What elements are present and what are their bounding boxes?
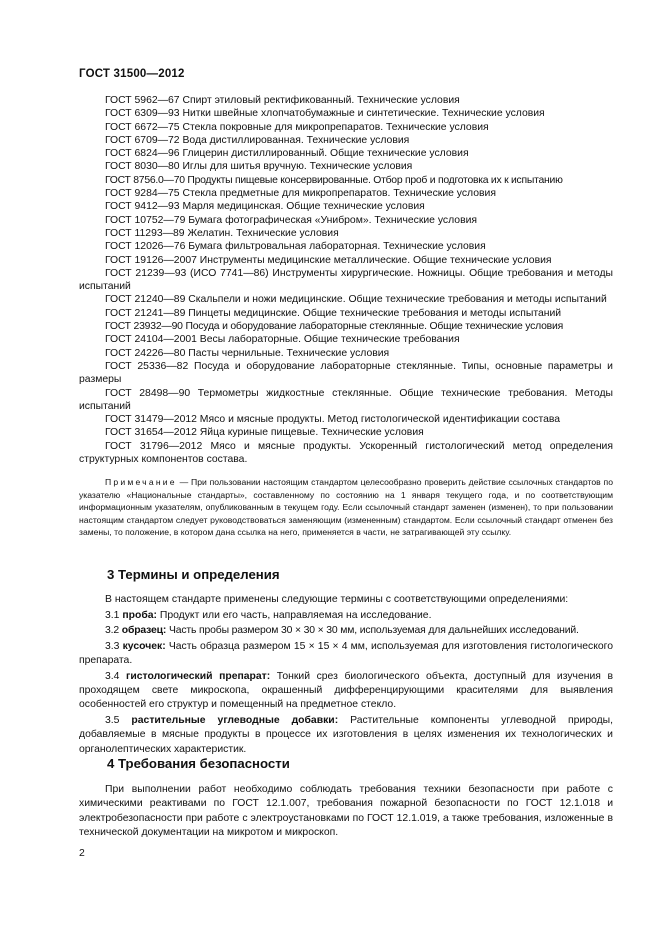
reference-item: ГОСТ 6824—96 Глицерин дистиллированный. Общие технические условия <box>105 148 469 160</box>
reference-item: ГОСТ 12026—76 Бумага фильтровальная лабораторная. Технические условия <box>105 241 486 253</box>
definition-term: образец: <box>121 625 167 637</box>
reference-item: ГОСТ 31654—2012 Яйца куриные пищевые. Технические условия <box>105 427 424 439</box>
section-4-title: 4 Требования безопасности <box>107 756 290 771</box>
section-3-title: 3 Термины и определения <box>107 567 280 582</box>
reference-item: ГОСТ 9284—75 Стекла предметные для микропрепаратов. Технические условия <box>105 188 496 200</box>
definition-text: Тонкий срез биологического объекта, доступный для изучения в проходящем свете микроскопа, окрашенный дифференцирующими красителями для выявления особенностей его структур и помещенный на предметное стекло. <box>79 671 613 711</box>
document-header: ГОСТ 31500—2012 <box>79 68 185 80</box>
reference-item: ГОСТ 31479—2012 Мясо и мясные продукты. Метод гистологической идентификации состава <box>105 414 561 426</box>
reference-item: ГОСТ 28498—90 Термометры жидкостные стеклянные. Общие технические требования. Методы испытаний <box>79 387 613 412</box>
definition-term: растительные углеводные добавки: <box>131 715 339 727</box>
definition-term: кусочек: <box>122 641 166 653</box>
definition-item <box>79 714 613 757</box>
note-text: — При пользовании настоящим стандартом целесообразно проверить действие ссылочных стандартов по указателю «Национальные стандарты», составленному по состоянию на 1 января текущего года, и по соответствующим информационным указателям, опубликованным в текущем году. Если ссылочный стандарт заменен (изменен), то при пользовании настоящим стандартом следует руководствоваться заменяющим (измененным) стандартом. Если ссылочный стандарт отменен без замены, то положение, в котором дана ссылка на него, применяется в части, не затрагивающей эту ссылку. <box>79 477 613 537</box>
reference-item: ГОСТ 6672—75 Стекла покровные для микропрепаратов. Технические условия <box>105 121 489 133</box>
definition-number: 3.1 <box>105 609 120 621</box>
definition-item <box>79 624 613 638</box>
section-3-body <box>79 593 613 757</box>
reference-item: ГОСТ 11293—89 Желатин. Технические условия <box>105 227 339 239</box>
reference-item: ГОСТ 31796—2012 Мясо и мясные продукты. Ускоренный гистологический метод определения структурных компонентов состава. <box>79 440 613 466</box>
reference-item: ГОСТ 21240—89 Скальпели и ножи медицинские. Общие технические требования и методы испытаний <box>105 294 607 306</box>
reference-item: ГОСТ 5962—67 Спирт этиловый ректификованный. Технические условия <box>105 95 460 106</box>
reference-item: ГОСТ 24104—2001 Весы лабораторные. Общие технические требования <box>105 334 460 346</box>
reference-item: ГОСТ 24226—80 Пасты чернильные. Технические условия <box>105 347 390 359</box>
definition-text: Часть образца размером 15 × 15 × 4 мм, используемая для изготовления гистологического препарата. <box>79 641 613 667</box>
reference-item: ГОСТ 8756.0—70 Продукты пищевые консервированные. Отбор проб и подготовка их к испытанию <box>105 174 563 186</box>
reference-item: ГОСТ 6709—72 Вода дистиллированная. Технические условия <box>105 134 410 146</box>
note-label: Примечание <box>105 477 177 488</box>
definition-number: 3.4 <box>105 671 120 683</box>
page-number: 2 <box>79 848 85 859</box>
reference-item: ГОСТ 21239—93 (ИСО 7741—86) Инструменты хирургические. Ножницы. Общие требования и методы испытаний <box>79 267 613 293</box>
definition-item <box>79 670 613 713</box>
note-block <box>79 476 613 538</box>
reference-item: ГОСТ 6309—93 Нитки швейные хлопчатобумажные и синтетические. Технические условия <box>105 108 545 120</box>
definition-number: 3.5 <box>105 715 120 727</box>
reference-item: ГОСТ 10752—79 Бумага фотографическая «Унибром». Технические условия <box>105 214 478 226</box>
definition-number: 3.3 <box>105 641 120 653</box>
reference-item: ГОСТ 23932—90 Посуда и оборудование лабораторные стеклянные. Общие технические условия <box>105 321 564 333</box>
reference-item: ГОСТ 9412—93 Марля медицинская. Общие технические условия <box>105 201 425 213</box>
definition-text: Продукт или его часть, направляемая на исследование. <box>156 609 432 621</box>
definition-text: Часть пробы размером 30 × 30 × 30 мм, используемая для дальнейших исследований. <box>166 625 579 637</box>
definition-term: проба: <box>122 609 157 621</box>
reference-list <box>79 94 613 466</box>
reference-item: ГОСТ 19126—2007 Инструменты медицинские металлические. Общие технические условия <box>105 254 552 266</box>
definition-term: гистологический препарат: <box>126 671 271 683</box>
definition-item <box>79 609 613 623</box>
definition-item <box>79 640 613 668</box>
reference-item: ГОСТ 21241—89 Пинцеты медицинские. Общие технические требования и методы испытаний <box>105 307 562 319</box>
definition-text: Растительные компоненты углеводной природы, добавляемые в мясные продукты в процессе их изготовления в целях изменения их технологических и органолептических характеристик. <box>79 715 614 755</box>
normative-references <box>79 94 613 538</box>
reference-item: ГОСТ 8030—80 Иглы для шитья вручную. Технические условия <box>105 161 413 173</box>
section-4-body <box>79 783 613 841</box>
reference-item: ГОСТ 25336—82 Посуда и оборудование лабораторные стеклянные. Типы, основные параметры и размеры <box>79 360 613 386</box>
definition-number: 3.2 <box>105 625 119 637</box>
section-4-paragraph: При выполнении работ необходимо соблюдать требования техники безопасности при работе с химическими реактивами по ГОСТ 12.1.007, требования пожарной безопасности по ГОСТ 12.1.018 и электробезопасности при работе с электроустановками по ГОСТ 12.1.019, а также требования, изложенные в технической документации на микротом и микроскоп. <box>79 784 613 839</box>
section-3-intro: В настоящем стандарте применены следующие термины с соответствующими определениями: <box>105 594 569 605</box>
note-paragraph <box>79 476 613 538</box>
